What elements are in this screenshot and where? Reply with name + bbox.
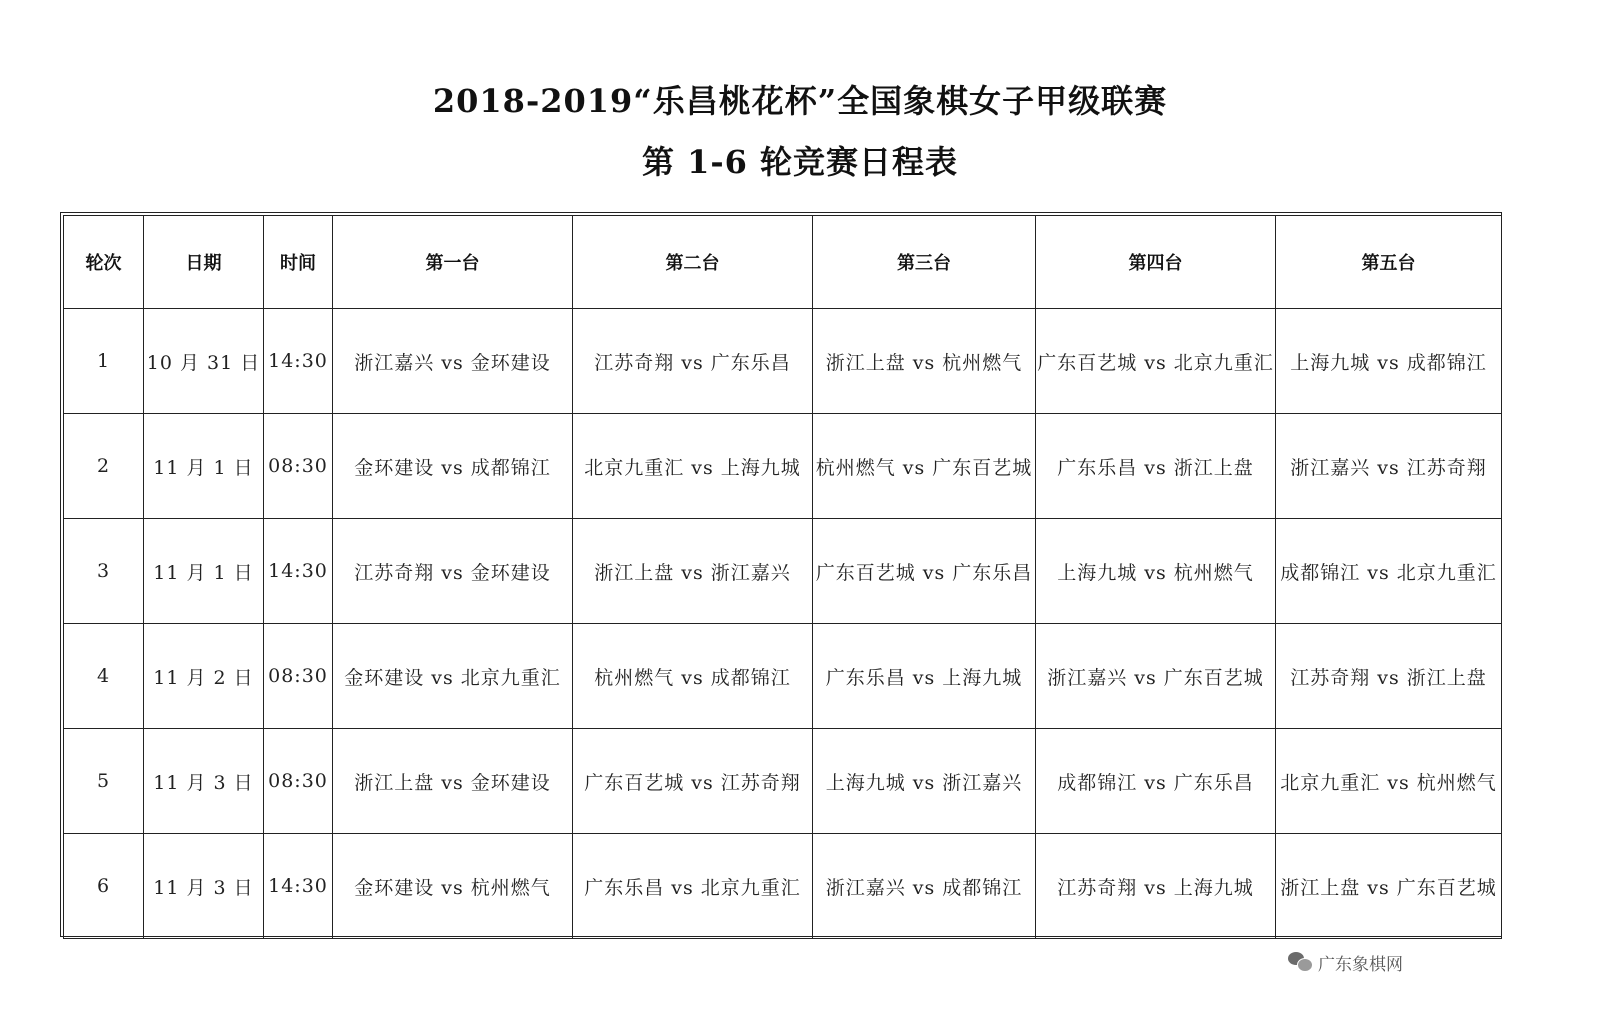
time-cell: 14:30 bbox=[264, 519, 333, 624]
header-board-3: 第三台 bbox=[813, 216, 1036, 309]
match-cell: 江苏奇翔 vs 浙江上盘 bbox=[1276, 624, 1502, 729]
match-cell: 上海九城 vs 浙江嘉兴 bbox=[813, 729, 1036, 834]
match-cell: 金环建设 vs 北京九重汇 bbox=[333, 624, 573, 729]
date-cell: 11 月 2 日 bbox=[144, 624, 264, 729]
date-cell: 10 月 31 日 bbox=[144, 309, 264, 414]
time-cell: 08:30 bbox=[264, 414, 333, 519]
match-cell: 杭州燃气 vs 广东百艺城 bbox=[813, 414, 1036, 519]
match-cell: 北京九重汇 vs 上海九城 bbox=[573, 414, 813, 519]
round-cell: 5 bbox=[64, 729, 144, 834]
match-cell: 杭州燃气 vs 成都锦江 bbox=[573, 624, 813, 729]
table-row bbox=[64, 309, 1502, 414]
match-cell: 江苏奇翔 vs 广东乐昌 bbox=[573, 309, 813, 414]
table-row bbox=[64, 414, 1502, 519]
date-cell: 11 月 1 日 bbox=[144, 414, 264, 519]
round-cell: 6 bbox=[64, 834, 144, 939]
match-cell: 浙江嘉兴 vs 广东百艺城 bbox=[1036, 624, 1276, 729]
match-cell: 广东乐昌 vs 北京九重汇 bbox=[573, 834, 813, 939]
table-header-row bbox=[64, 216, 1502, 309]
header-date: 日期 bbox=[144, 216, 264, 309]
table-row bbox=[64, 729, 1502, 834]
match-cell: 浙江嘉兴 vs 江苏奇翔 bbox=[1276, 414, 1502, 519]
header-time: 时间 bbox=[264, 216, 333, 309]
match-cell: 浙江嘉兴 vs 金环建设 bbox=[333, 309, 573, 414]
match-cell: 广东百艺城 vs 江苏奇翔 bbox=[573, 729, 813, 834]
match-cell: 金环建设 vs 成都锦江 bbox=[333, 414, 573, 519]
match-cell: 浙江嘉兴 vs 成都锦江 bbox=[813, 834, 1036, 939]
match-cell: 江苏奇翔 vs 上海九城 bbox=[1036, 834, 1276, 939]
round-cell: 1 bbox=[64, 309, 144, 414]
date-cell: 11 月 1 日 bbox=[144, 519, 264, 624]
match-cell: 浙江上盘 vs 杭州燃气 bbox=[813, 309, 1036, 414]
match-cell: 江苏奇翔 vs 金环建设 bbox=[333, 519, 573, 624]
table-row bbox=[64, 519, 1502, 624]
match-cell: 北京九重汇 vs 杭州燃气 bbox=[1276, 729, 1502, 834]
table-row bbox=[64, 834, 1502, 939]
date-cell: 11 月 3 日 bbox=[144, 834, 264, 939]
match-cell: 广东百艺城 vs 北京九重汇 bbox=[1036, 309, 1276, 414]
header-round: 轮次 bbox=[64, 216, 144, 309]
match-cell: 上海九城 vs 成都锦江 bbox=[1276, 309, 1502, 414]
time-cell: 14:30 bbox=[264, 834, 333, 939]
watermark-text: 广东象棋网 bbox=[1318, 954, 1403, 975]
page-title: 2018-2019“乐昌桃花杯”全国象棋女子甲级联赛 bbox=[432, 82, 1168, 120]
header-board-1: 第一台 bbox=[333, 216, 573, 309]
round-cell: 2 bbox=[64, 414, 144, 519]
header-board-5: 第五台 bbox=[1276, 216, 1502, 309]
match-cell: 成都锦江 vs 广东乐昌 bbox=[1036, 729, 1276, 834]
page-subtitle: 第 1-6 轮竞赛日程表 bbox=[641, 143, 959, 181]
wechat-icon bbox=[1288, 952, 1312, 972]
schedule-table bbox=[63, 215, 1502, 939]
match-cell: 上海九城 vs 杭州燃气 bbox=[1036, 519, 1276, 624]
header-board-2: 第二台 bbox=[573, 216, 813, 309]
match-cell: 浙江上盘 vs 浙江嘉兴 bbox=[573, 519, 813, 624]
round-cell: 4 bbox=[64, 624, 144, 729]
match-cell: 广东乐昌 vs 浙江上盘 bbox=[1036, 414, 1276, 519]
date-cell: 11 月 3 日 bbox=[144, 729, 264, 834]
match-cell: 金环建设 vs 杭州燃气 bbox=[333, 834, 573, 939]
round-cell: 3 bbox=[64, 519, 144, 624]
time-cell: 14:30 bbox=[264, 309, 333, 414]
time-cell: 08:30 bbox=[264, 729, 333, 834]
table-row bbox=[64, 624, 1502, 729]
time-cell: 08:30 bbox=[264, 624, 333, 729]
header-board-4: 第四台 bbox=[1036, 216, 1276, 309]
match-cell: 浙江上盘 vs 广东百艺城 bbox=[1276, 834, 1502, 939]
match-cell: 浙江上盘 vs 金环建设 bbox=[333, 729, 573, 834]
watermark bbox=[1288, 950, 1403, 974]
match-cell: 广东百艺城 vs 广东乐昌 bbox=[813, 519, 1036, 624]
match-cell: 广东乐昌 vs 上海九城 bbox=[813, 624, 1036, 729]
schedule-table-frame bbox=[60, 212, 1502, 937]
match-cell: 成都锦江 vs 北京九重汇 bbox=[1276, 519, 1502, 624]
